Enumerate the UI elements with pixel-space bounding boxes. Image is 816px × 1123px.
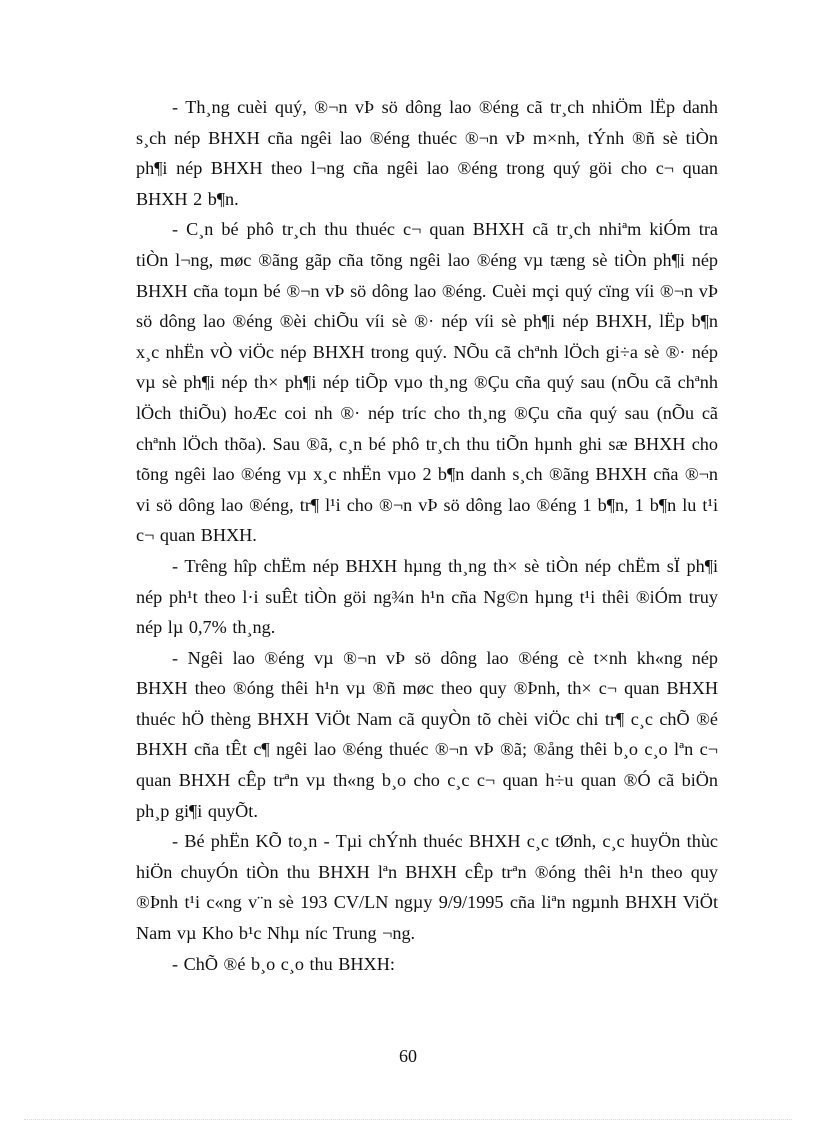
body-text	[136, 92, 718, 979]
paragraph: - Bé phËn KÕ to¸n - Tµi chÝnh thuéc BHXH c¸c tØnh, c¸c huyÖn thùc hiÖn chuyÓn tiÒn thu BHXH lªn BHXH cÊp trªn ®óng thêi h¹n theo quy ®Þnh t¹i c«ng v¨n sè 193 CV/LN ngµy 9/9/1995 cña liªn ngµnh BHXH ViÖt Nam vµ Kho b¹c Nhµ níc Trung ¬ng.	[136, 831, 718, 944]
paragraph: - Trêng hîp chËm nép BHXH hµng th¸ng th× sè tiÒn nép chËm sÏ ph¶i nép ph¹t theo l·i suÊt tiÒn göi ng¾n h¹n cña Ng©n hµng t¹i thêi ®iÓm truy nép lµ 0,7% th¸ng.	[136, 555, 718, 638]
paragraph: - Th¸ng cuèi quý, ®¬n vÞ sö dông lao ®éng cã tr¸ch nhiÖm lËp danh s¸ch nép BHXH cña ngêi lao ®éng thuéc ®¬n vÞ m×nh, tÝnh ®ñ sè tiÒn ph¶i nép BHXH theo l¬ng cña ngêi lao ®éng trong quý göi cho c¬ quan BHXH 2 b¶n.	[136, 97, 718, 209]
page-bottom-divider	[24, 1119, 792, 1120]
paragraph: - C¸n bé phô tr¸ch thu thuéc c¬ quan BHXH cã tr¸ch nhiªm kiÓm tra tiÒn l¬ng, møc ®ãng gãp cña tõng ngêi lao ®éng vµ tæng sè tiÒn ph¶i nép BHXH cña toµn bé ®¬n vÞ sö dông lao ®éng. Cuèi mçi quý cïng víi ®¬n vÞ sö dông lao ®éng ®èi chiÕu víi sè ®· nép víi sè ph¶i nép BHXH, lËp b¶n x¸c nhËn vÒ viÖc nép BHXH trong quý. NÕu cã chªnh lÖch gi÷a sè ®· nép vµ sè ph¶i nép th× ph¶i nép tiÕp vµo th¸ng ®Çu cña quý sau (nÕu cã chªnh lÖch thiÕu) hoÆc coi nh ®· nép tríc cho th¸ng ®Çu cña quý sau (nÕu cã chªnh lÖch thõa). Sau ®ã, c¸n bé phô tr¸ch thu tiÕn hµnh ghi sæ BHXH cho tõng ngêi lao ®éng vµ x¸c nhËn vµo 2 b¶n danh s¸ch ®ãng BHXH cña ®¬n vi sö dông lao ®éng, tr¶ l¹i cho ®¬n vÞ sö dông lao ®éng 1 b¶n, 1 b¶n lu t¹i c¬ quan BHXH.	[136, 219, 718, 546]
paragraph: - ChÕ ®é b¸o c¸o thu BHXH:	[172, 953, 395, 974]
paragraph: - Ngêi lao ®éng vµ ®¬n vÞ sö dông lao ®éng cè t×nh kh«ng nép BHXH theo ®óng thêi h¹n vµ ®ñ møc theo quy ®Þnh, th× c¬ quan BHXH thuéc hÖ thèng BHXH ViÖt Nam cã quyÒn tõ chèi viÖc chi tr¶ c¸c chÕ ®é BHXH cña tÊt c¶ ngêi lao ®éng thuéc ®¬n vÞ ®ã; ®ång thêi b¸o c¸o lªn c¬ quan BHXH cÊp trªn vµ th«ng b¸o cho c¸c c¬ quan h÷u quan ®Ó cã biÖn ph¸p gi¶i quyÕt.	[136, 647, 718, 821]
page-number: 60	[399, 1046, 417, 1066]
